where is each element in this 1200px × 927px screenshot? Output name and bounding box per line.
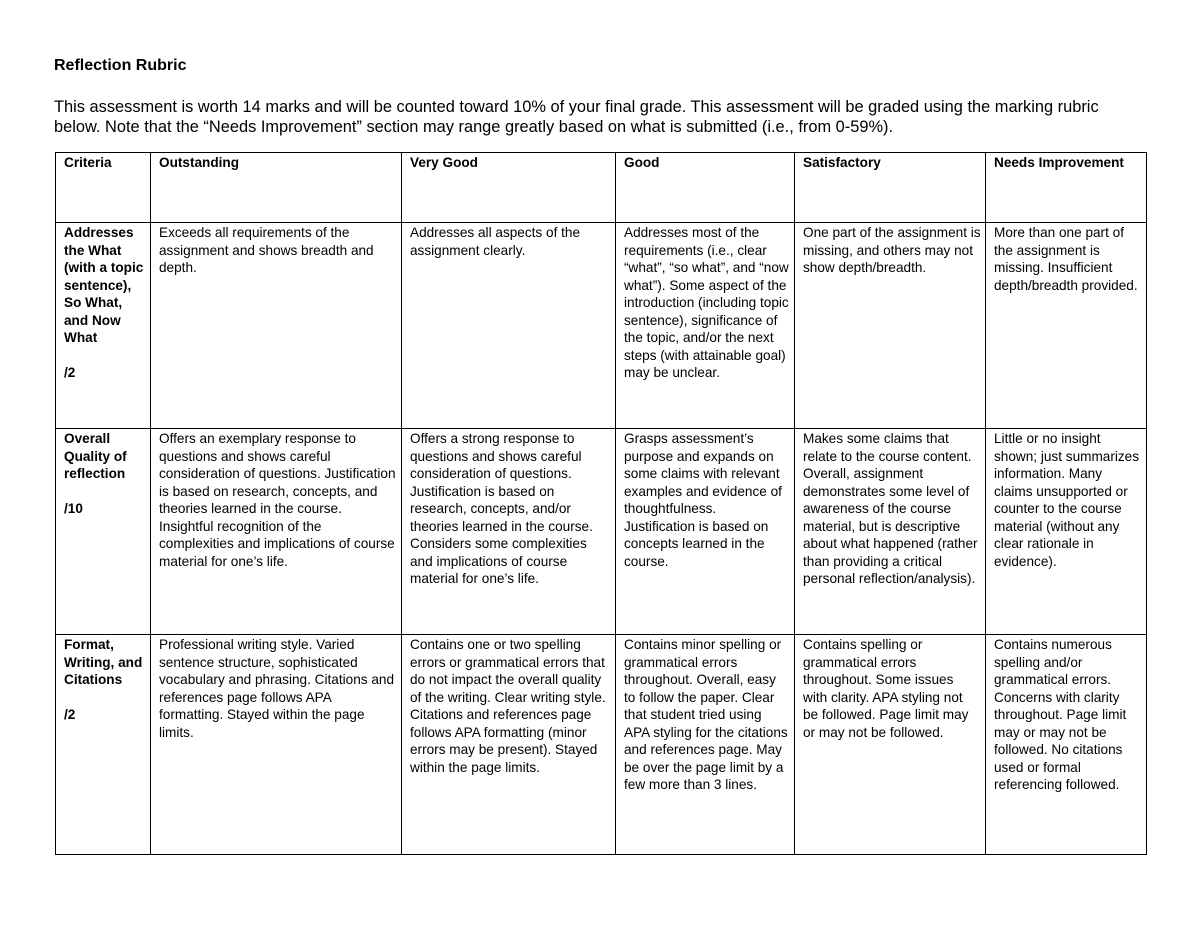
- header-criteria: Criteria: [56, 153, 151, 223]
- header-outstanding: Outstanding: [151, 153, 402, 223]
- rubric-cell: Contains minor spelling or grammatical errors throughout. Overall, easy to follow the paper. Clear that student tried using APA styling for the citations and references page. May be over the page limit by a few more than 3 lines.: [616, 635, 795, 855]
- rubric-cell: Contains numerous spelling and/or grammatical errors. Concerns with clarity throughout. Page limit may or may not be followed. No citations used or formal referencing followed.: [986, 635, 1147, 855]
- criterion-mark: /2: [64, 706, 76, 722]
- header-satisfactory: Satisfactory: [795, 153, 986, 223]
- rubric-cell: Professional writing style. Varied sentence structure, sophisticated vocabulary and phrasing. Citations and references page follows APA formatting. Stayed within the page limits.: [151, 635, 402, 855]
- intro-paragraph: This assessment is worth 14 marks and will be counted toward 10% of your final grade. This assessment will be graded using the marking rubric below. Note that the “Needs Improvement” section may range greatly based on what is submitted (i.e., from 0-59%).: [54, 98, 1099, 136]
- criterion-mark: /2: [64, 364, 76, 380]
- table-row: [56, 223, 1147, 429]
- rubric-cell: Exceeds all requirements of the assignment and shows breadth and depth.: [151, 223, 402, 429]
- header-very-good: Very Good: [402, 153, 616, 223]
- rubric-cell: Offers a strong response to questions and shows careful consideration of questions. Justification is based on research, concepts, and/or theories learned in the course. Considers some complexities and implications of course material for one’s life.: [402, 429, 616, 635]
- criterion-mark: /10: [64, 500, 83, 516]
- rubric-cell: Contains spelling or grammatical errors throughout. Some issues with clarity. APA styling not be followed. Page limit may or may not be followed.: [795, 635, 986, 855]
- rubric-cell: More than one part of the assignment is missing. Insufficient depth/breadth provided.: [986, 223, 1147, 429]
- header-needs-improvement: Needs Improvement: [986, 153, 1147, 223]
- criterion-cell: [56, 429, 151, 635]
- document-title: Reflection Rubric: [54, 57, 187, 74]
- rubric-cell: Addresses most of the requirements (i.e., clear “what”, “so what”, and “now what”). Some aspect of the introduction (including topic sentence), significance of the topic, and/or the next steps (with attainable goal) may be unclear.: [616, 223, 795, 429]
- rubric-cell: Little or no insight shown; just summarizes information. Many claims unsupported or counter to the course material (without any clear rationale in evidence).: [986, 429, 1147, 635]
- criterion-cell: [56, 223, 151, 429]
- rubric-cell: Offers an exemplary response to questions and shows careful consideration of questions. Justification is based on research, concepts, and theories learned in the course. Insightful recognition of the complexities and implications of course material for one’s life.: [151, 429, 402, 635]
- rubric-cell: Grasps assessment’s purpose and expands on some claims with relevant examples and evidence of thoughtfulness. Justification is based on concepts learned in the course.: [616, 429, 795, 635]
- criterion-label: Addresses the What (with a topic sentence), So What, and Now What: [64, 225, 144, 345]
- rubric-cell: Makes some claims that relate to the course content. Overall, assignment demonstrates some level of awareness of the course material, but is descriptive about what happened (rather than providing a critical personal reflection/analysis).: [795, 429, 986, 635]
- rubric-cell: Addresses all aspects of the assignment clearly.: [402, 223, 616, 429]
- criterion-label: Format, Writing, and Citations: [64, 637, 143, 687]
- rubric-cell: Contains one or two spelling errors or grammatical errors that do not impact the overall quality of the writing. Clear writing style. Citations and references page follows APA formatting (minor errors may be present). Stayed within the page limits.: [402, 635, 616, 855]
- table-row: [56, 635, 1147, 855]
- rubric-cell: One part of the assignment is missing, and others may not show depth/breadth.: [795, 223, 986, 429]
- criterion-cell: [56, 635, 151, 855]
- table-row: [56, 429, 1147, 635]
- rubric-table: [55, 152, 1147, 855]
- criterion-label: Overall Quality of reflection: [64, 431, 127, 481]
- header-row: [56, 153, 1147, 223]
- header-good: Good: [616, 153, 795, 223]
